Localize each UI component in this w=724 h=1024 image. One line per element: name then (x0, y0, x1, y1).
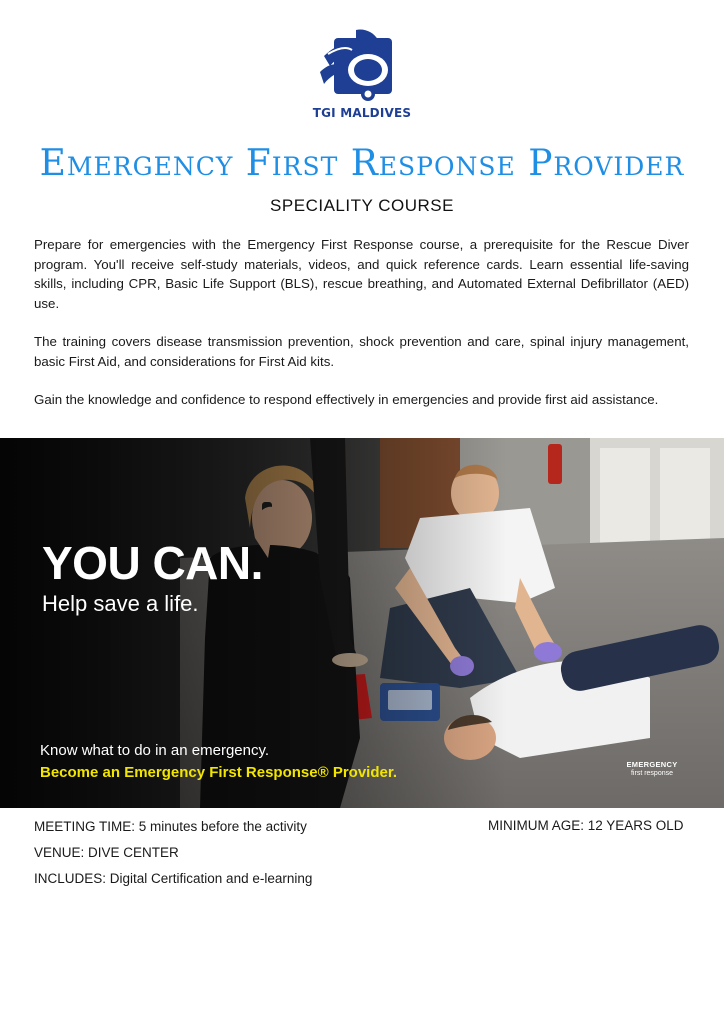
fish-logo-icon (316, 26, 408, 106)
banner-cta: Become an Emergency First Response® Provider. (40, 764, 398, 781)
description-paragraph: The training covers disease transmission prevention, shock prevention and care, spinal injury management, basic First Aid, and considerations for First Aid kits. (34, 334, 689, 369)
logo-text: TGI MALDIVES (312, 106, 412, 120)
description-paragraph: Prepare for emergencies with the Emergency First Response course, a prerequisite for the Rescue Diver program. You'll receive self-study materials, videos, and quick reference cards. Learn essential life-saving skills, including CPR, Basic Life Support (BLS), rescue breathing, and Automated External Defibrillator (AED) use. (34, 237, 689, 311)
badge-sublabel: first response (630, 770, 674, 777)
meeting-time: MEETING TIME: 5 minutes before the activity (34, 819, 307, 834)
includes: INCLUDES: Digital Certification and e-learning (34, 871, 313, 886)
page-title: Emergency First Response Provider (39, 143, 685, 184)
description-paragraph: Gain the knowledge and confidence to respond effectively in emergencies and provide first aid assistance. (34, 392, 659, 407)
banner-tagline: Know what to do in an emergency. (40, 742, 270, 759)
page-subtitle: SPECIALITY COURSE (270, 196, 454, 215)
banner-subheadline: Help save a life. (42, 591, 199, 616)
minimum-age: MINIMUM AGE: 12 YEARS OLD (488, 818, 684, 833)
brand-logo (300, 26, 424, 122)
badge-label: EMERGENCY (626, 760, 678, 769)
venue: VENUE: DIVE CENTER (34, 845, 179, 860)
banner-headline: YOU CAN. (42, 537, 263, 589)
